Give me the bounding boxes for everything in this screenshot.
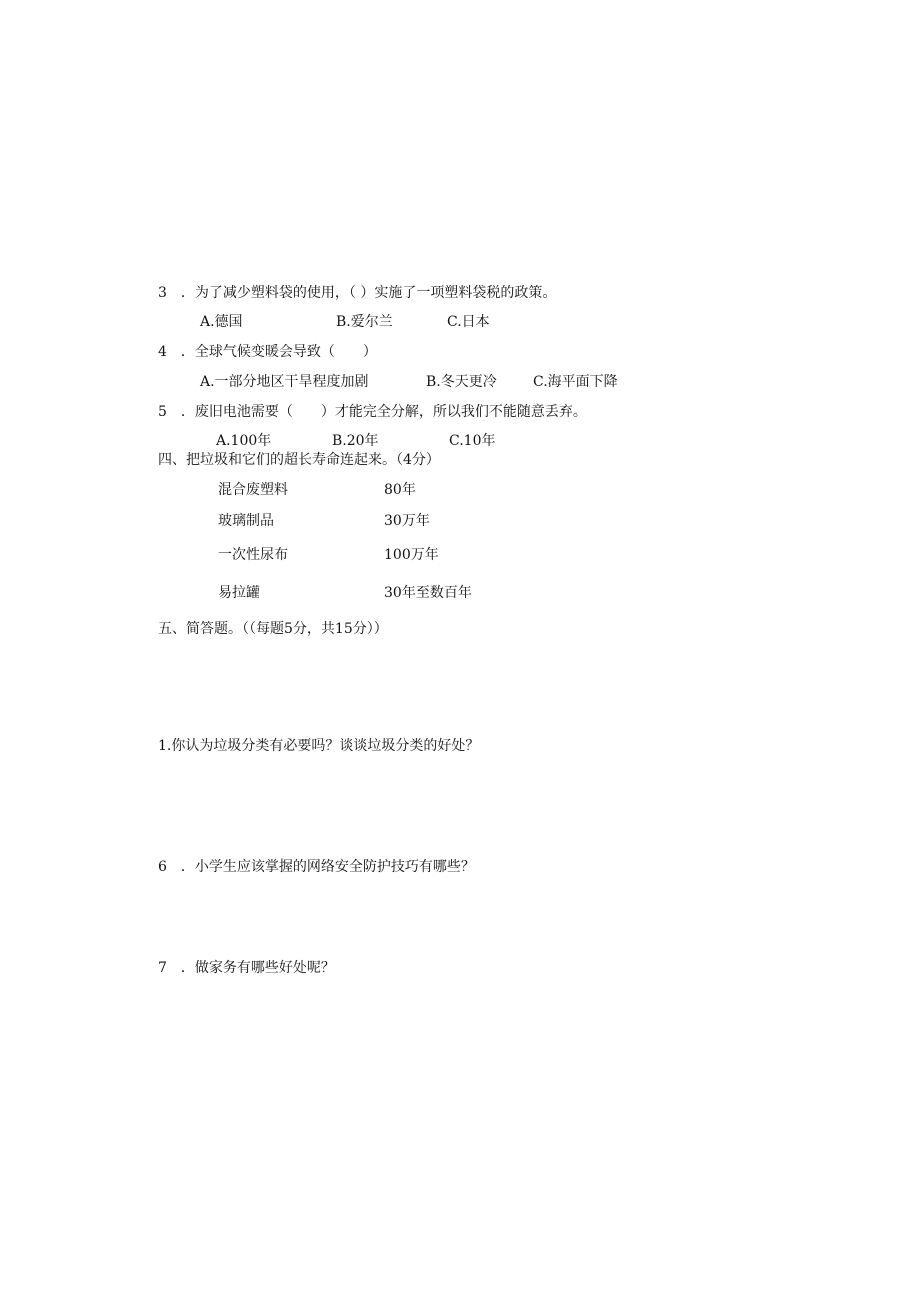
match-item: 玻璃制品 (218, 513, 274, 529)
match-lifespan: 100万年 (384, 547, 439, 563)
question-4-option-b: B.冬天更冷 (426, 374, 497, 390)
question-4-option-a: A.一部分地区干旱程度加剧 (200, 374, 369, 390)
short-answer-question-7: 7 ．做家务有哪些好处呢？ (158, 960, 335, 976)
question-4-stem: 4 ．全球气候变暖会导致（ ） (158, 344, 377, 360)
match-item: 一次性尿布 (218, 547, 288, 563)
section-5-heading: 五、简答题。（（每题5分，共15分）） (158, 621, 388, 637)
match-lifespan: 30年至数百年 (384, 585, 472, 601)
question-3-option-a: A.德国 (200, 314, 243, 330)
question-3-option-b: B.爱尔兰 (336, 314, 393, 330)
match-item: 混合废塑料 (218, 482, 288, 498)
section-4-heading: 四、把垃圾和它们的超长寿命连起来。（4分） (158, 452, 440, 468)
match-item: 易拉罐 (218, 585, 260, 601)
short-answer-question-6: 6 ．小学生应该掌握的网络安全防护技巧有哪些？ (158, 859, 475, 875)
question-3-stem: 3 ．为了减少塑料袋的使用，（ ）实施了一项塑料袋税的政策。 (158, 285, 557, 301)
short-answer-question-1: 1.你认为垃圾分类有必要吗？谈谈垃圾分类的好处？ (158, 738, 480, 754)
question-5-option-c: C.10年 (449, 433, 496, 449)
question-4-option-c: C.海平面下降 (533, 374, 618, 390)
match-lifespan: 30万年 (384, 513, 430, 529)
question-5-stem: 5 ．废旧电池需要（ ）才能完全分解，所以我们不能随意丢弃。 (158, 404, 587, 420)
question-5-option-b: B.20年 (332, 433, 379, 449)
question-5-option-a: A.100年 (216, 433, 272, 449)
match-lifespan: 80年 (384, 482, 416, 498)
question-3-option-c: C.日本 (447, 314, 490, 330)
